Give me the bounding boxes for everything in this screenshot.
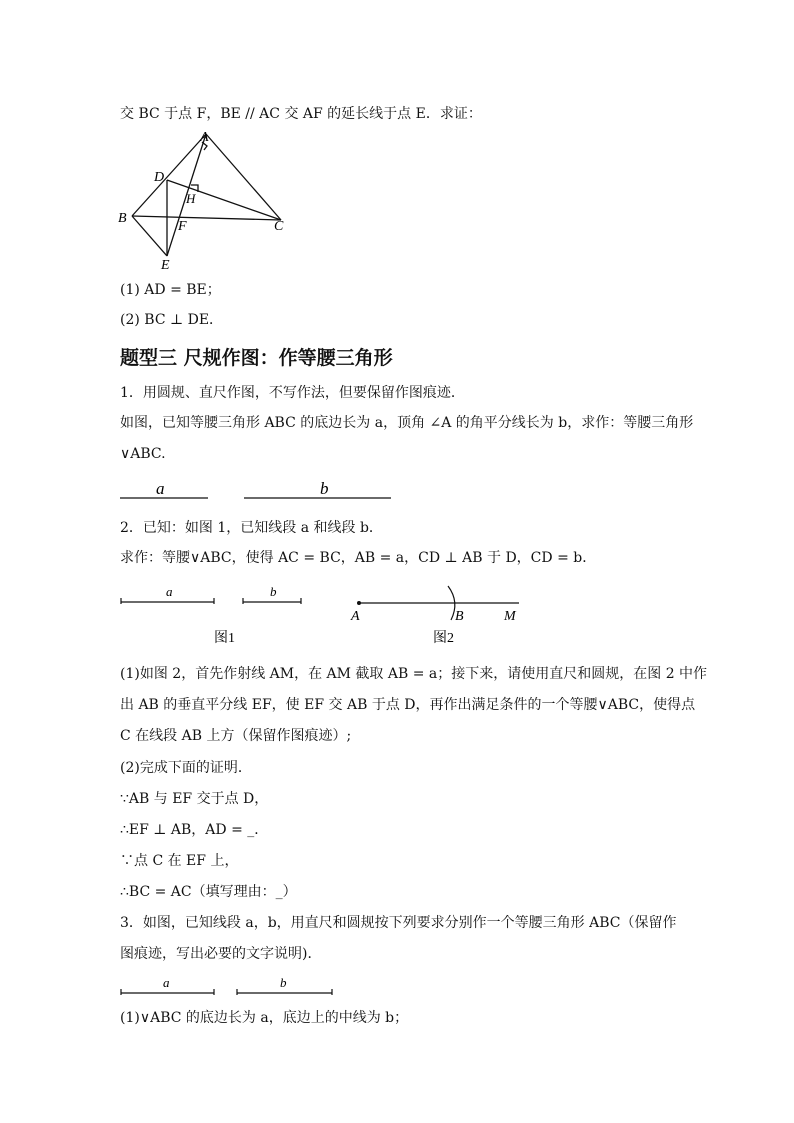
- label-H: H: [186, 191, 196, 206]
- q3-segment-a-label: a: [163, 975, 170, 990]
- label-C: C: [274, 219, 284, 234]
- q2-figures: [118, 582, 528, 650]
- fig2-label-A: A: [351, 609, 360, 624]
- q2-line-1: 2．已知：如图 1，已知线段 a 和线段 b．: [120, 520, 383, 536]
- label-A: A: [200, 130, 209, 145]
- q2-part1-line-2: 出 AB 的垂直平分线 EF，使 EF 交 AB 于点 D，再作出满足条件的一个等腰∨ABC，使得点: [120, 697, 696, 713]
- prove-item-2: (2) BC ⊥ DE．: [120, 312, 224, 328]
- q3-segment-b-label: b: [280, 975, 287, 990]
- q2-segment-a-label: a: [166, 584, 173, 599]
- label-F: F: [178, 219, 187, 234]
- q3-line-1: 3．如图，已知线段 a，b，用直尺和圆规按下列要求分别作一个等腰三角形 ABC（保留作: [120, 915, 677, 931]
- problem-continuation: 交 BC 于点 F，BE // AC 交 AF 的延长线于点 E．求证：: [120, 106, 482, 122]
- fig2-label-M: M: [504, 609, 516, 624]
- q1-segment-a-label: a: [156, 479, 165, 498]
- q1-segments: [118, 478, 398, 502]
- q2-segment-b-label: b: [270, 584, 277, 599]
- q1-line-2: 如图，已知等腰三角形 ABC 的底边长为 a，顶角 ∠A 的角平分线长为 b，求作：等腰三角形: [120, 415, 694, 431]
- q3-segments: [118, 973, 338, 999]
- label-B: B: [118, 211, 127, 226]
- label-E: E: [161, 258, 170, 273]
- proof-line-3: ∵点 C 在 EF 上，: [120, 853, 239, 869]
- q2-part1-line-3: C 在线段 AB 上方（保留作图痕迹）;: [120, 728, 352, 744]
- q1-segment-b-label: b: [320, 479, 329, 498]
- caption-fig1: 图1: [214, 631, 235, 646]
- q3-part1: (1)∨ABC 的底边长为 a，底边上的中线为 b；: [120, 1010, 409, 1026]
- geometry-figure-1: [114, 128, 294, 273]
- label-D: D: [154, 170, 165, 185]
- q1-line-1: 1．用圆规、直尺作图，不写作法，但要保留作图痕迹．: [120, 385, 465, 401]
- caption-fig2: 图2: [433, 631, 454, 646]
- q2-line-2: 求作：等腰∨ABC，使得 AC = BC，AB = a，CD ⊥ AB 于 D，CD = b．: [120, 550, 597, 566]
- q3-line-2: 图痕迹，写出必要的文字说明)．: [120, 946, 322, 962]
- prove-item-1: (1) AD = BE；: [120, 282, 221, 298]
- q2-part2: (2)完成下面的证明．: [120, 760, 252, 776]
- section-title: 题型三 尺规作图：作等腰三角形: [120, 347, 393, 369]
- point-A-dot: [357, 601, 361, 605]
- proof-line-1: ∵AB 与 EF 交于点 D，: [120, 791, 269, 807]
- q2-part1-line-1: (1)如图 2，首先作射线 AM，在 AM 截取 AB = a；接下来，请使用直尺和圆规，在图 2 中作: [120, 666, 708, 682]
- fig2-label-B: B: [455, 609, 464, 624]
- proof-line-2: ∴EF ⊥ AB，AD = _．: [120, 822, 269, 838]
- q1-line-3: ∨ABC.: [120, 446, 166, 462]
- proof-line-4: ∴BC = AC（填写理由：_）: [120, 884, 297, 900]
